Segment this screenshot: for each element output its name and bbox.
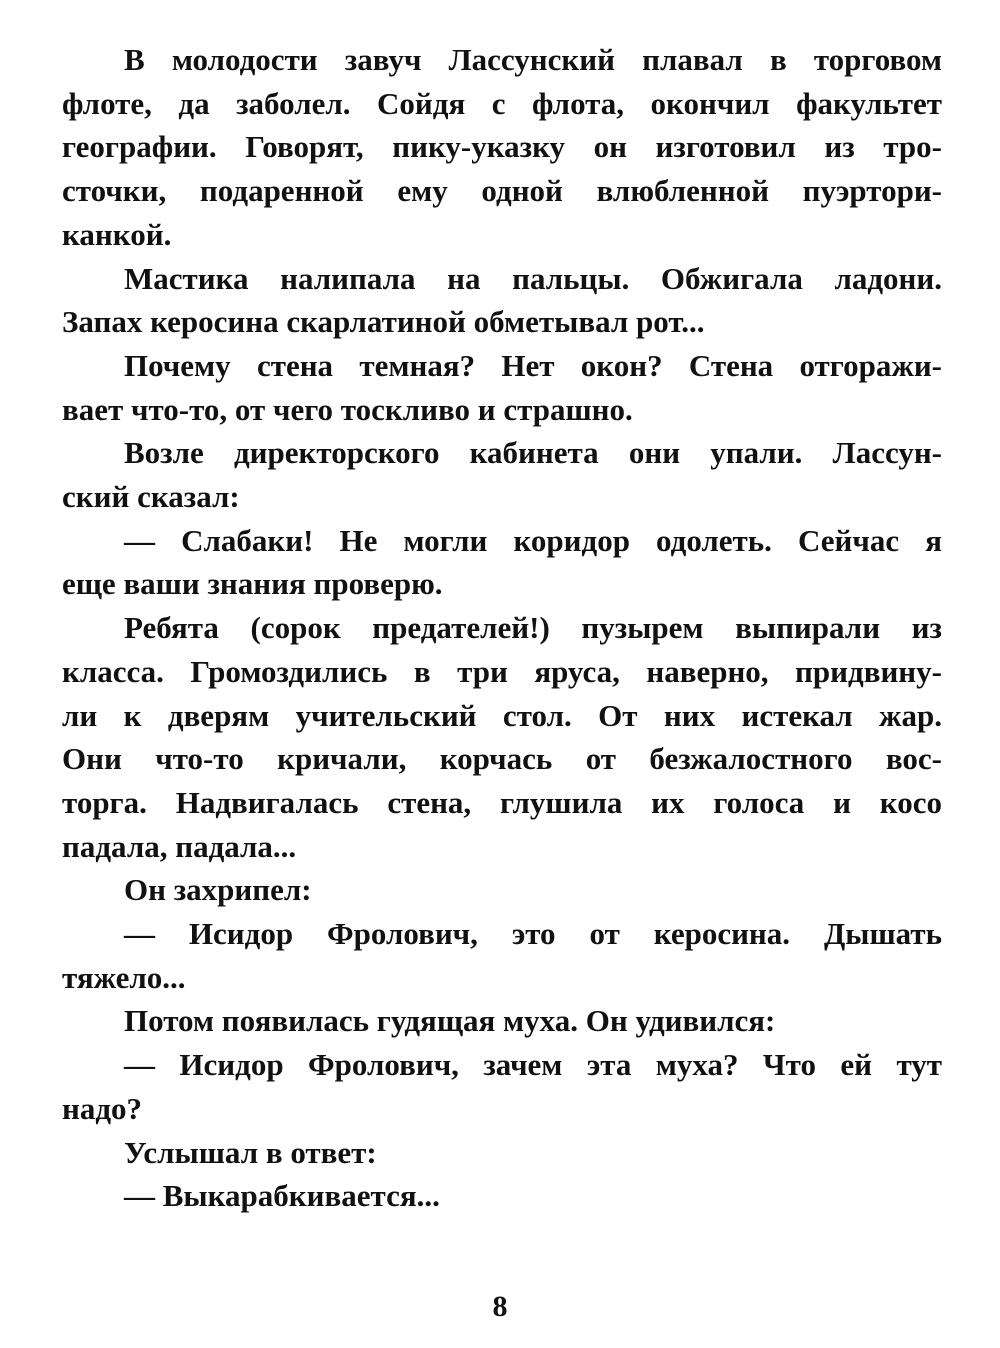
text-line: флоте, да заболел. Сойдя с флота, окончил факультет <box>62 85 942 121</box>
text-line: Запах керосина скарлатиной обметывал рот... <box>62 304 705 340</box>
text-line: географии. Говорят, пику-указку он изготовил из тро- <box>62 129 942 165</box>
text-line: канкой. <box>62 216 172 252</box>
text-line: ский сказал: <box>62 479 240 515</box>
text-line: — Слабаки! Не могли коридор одолеть. Сейчас я <box>124 522 942 558</box>
text-line: Они что-то кричали, корчась от безжалостного вос- <box>62 741 942 777</box>
text-line: Мастика налипала на пальцы. Обжигала ладони. <box>124 260 942 296</box>
text-line: Возле директорского кабинета они упали. Лассун- <box>124 435 942 471</box>
text-line: — Исидор Фролович, это от керосина. Дышать <box>124 916 942 952</box>
text-line: Ребята (сорок предателей!) пузырем выпирали из <box>124 610 942 646</box>
text-line: Потом появилась гудящая муха. Он удивился: <box>124 1003 776 1039</box>
text-line: В молодости завуч Лассунский плавал в торговом <box>124 42 942 77</box>
text-line: ли к дверям учительский стол. От них истекал жар. <box>62 697 942 733</box>
text-line: торга. Надвигалась стена, глушила их голоса и косо <box>62 784 942 820</box>
text-line: еще ваши знания проверю. <box>62 566 443 602</box>
text-line: класса. Громоздились в три яруса, наверно, придвину- <box>62 653 942 689</box>
text-line: сточки, подаренной ему одной влюбленной пуэртори- <box>62 173 942 209</box>
text-line: тяжело... <box>62 959 186 995</box>
text-line: надо? <box>62 1090 143 1126</box>
text-block <box>62 38 942 1218</box>
text-line: Услышал в ответ: <box>124 1134 377 1170</box>
text-line: Он захрипел: <box>124 872 312 908</box>
text-line: падала, падала... <box>62 828 297 864</box>
text-line: вает что-то, от чего тоскливо и страшно. <box>62 391 633 427</box>
text-line: — Выкарабкивается... <box>124 1178 440 1214</box>
text-line: — Исидор Фролович, зачем эта муха? Что ей тут <box>124 1047 942 1083</box>
page-body <box>62 38 942 1218</box>
page-number: 8 <box>492 1290 508 1323</box>
text-line: Почему стена темная? Нет окон? Стена отгоражи- <box>124 347 942 383</box>
